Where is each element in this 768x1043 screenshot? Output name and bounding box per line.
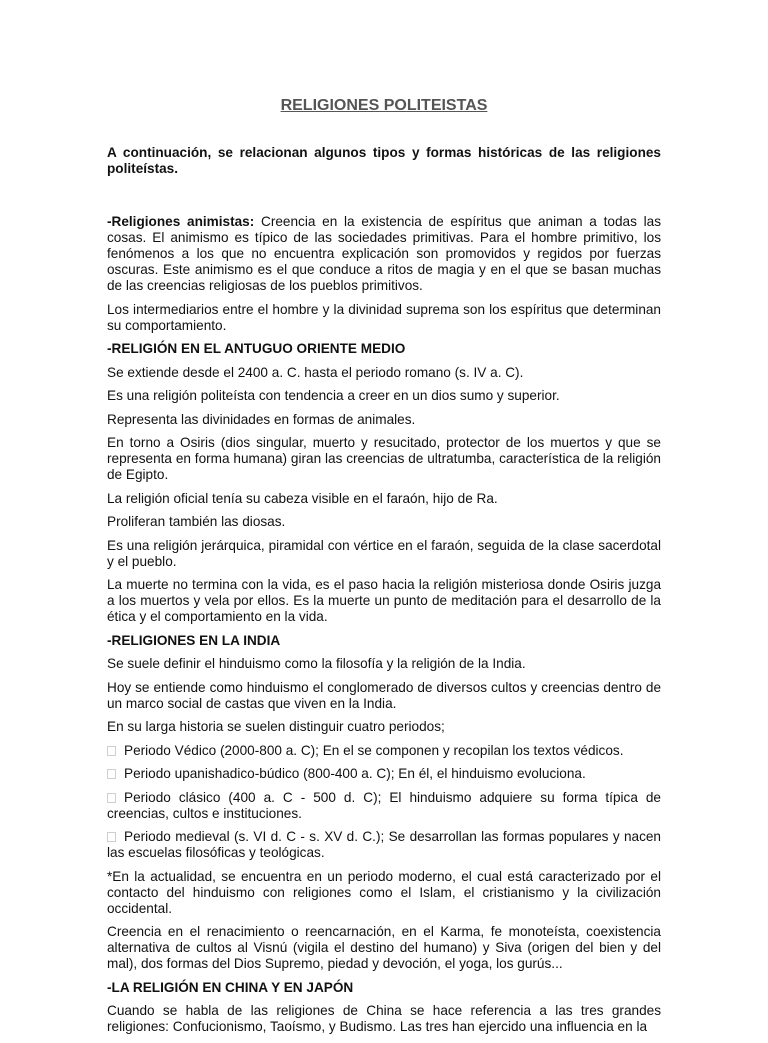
oriente-paragraph: Proliferan también las diosas. (107, 514, 286, 529)
heading-china-japon: -LA RELIGIÓN EN CHINA Y EN JAPÓN (107, 979, 354, 995)
animistas-text: Creencia en la existencia de espíritus que animan a todas las cosas. El animismo es típico de las sociedades primitivas. Para el hombre primitivo, los fenómenos a los que no encuentra explicación son promovidos y regidos por fuerzas oscuras. Este animismo es el que conduce a ritos de magia y en el que se basan muchas de las creencias religiosas de los pueblos primitivos. (107, 214, 661, 293)
india-period-item (107, 743, 661, 759)
india-period-text: Periodo medieval (s. VI d. C - s. XV d. C.); Se desarrollan las formas populares y nacen las escuelas filosóficas y teológicas. (107, 829, 661, 860)
bullet-box-icon (107, 832, 116, 842)
animistas-paragraph-2: Los intermediarios entre el hombre y la divinidad suprema son los espíritus que determinan su comportamiento. (107, 301, 661, 333)
india-period-item (107, 766, 661, 782)
oriente-paragraph: En torno a Osiris (dios singular, muerto y resucitado, protector de los muertos y que se representa en forma humana) giran las creencias de ultratumba, característica de la religión de Egipto. (107, 435, 661, 482)
india-period-text: Periodo Védico (2000-800 a. C); En el se componen y recopilan los textos védicos. (124, 742, 624, 758)
india-period-item (107, 790, 661, 822)
india-paragraph: Se suele definir el hinduismo como la filosofía y la religión de la India. (107, 656, 526, 671)
india-period-text: Periodo upanishadico-búdico (800-400 a. C); En él, el hinduismo evoluciona. (124, 766, 586, 781)
india-after-paragraph: Creencia en el renacimiento o reencarnación, en el Karma, fe monoteísta, coexistencia alternativa de cultos al Visnú (vigila el destino del humano) y Siva (origen del bien y del mal), dos formas del Dios Supremo, piedad y devoción, el yoga, los gurús... (107, 924, 661, 971)
bullet-box-icon (107, 746, 116, 756)
india-period-text: Periodo clásico (400 a. C - 500 d. C); El hinduismo adquiere su forma típica de creencias, cultos e instituciones. (107, 789, 661, 821)
oriente-paragraph: Representa las divinidades en formas de animales. (107, 411, 416, 427)
oriente-paragraph: La religión oficial tenía su cabeza visible en el faraón, hijo de Ra. (107, 490, 498, 506)
document-body (107, 145, 661, 1043)
animistas-paragraph (107, 214, 661, 294)
oriente-paragraph: Es una religión jerárquica, piramidal con vértice en el faraón, seguida de la clase sacerdotal y el pueblo. (107, 537, 661, 569)
oriente-paragraph: Se extiende desde el 2400 a. C. hasta el periodo romano (s. IV a. C). (107, 364, 524, 380)
india-paragraph: En su larga historia se suelen distinguir cuatro periodos; (107, 719, 445, 734)
india-period-item (107, 829, 661, 861)
oriente-paragraph: La muerte no termina con la vida, es el paso hacia la religión misteriosa donde Osiris juzga a los muertos y vela por ellos. Es la muerte un punto de meditación para el desarrollo de la ética y el comportamiento en la vida. (107, 577, 661, 624)
bullet-box-icon (107, 769, 116, 779)
heading-oriente-medio: -RELIGIÓN EN EL ANTUGUO ORIENTE MEDIO (107, 341, 406, 356)
bullet-box-icon (107, 793, 116, 803)
intro-paragraph: A continuación, se relacionan algunos tipos y formas históricas de las religiones politeístas. (107, 145, 661, 176)
oriente-paragraph: Es una religión politeísta con tendencia a creer en un dios sumo y superior. (107, 388, 560, 403)
india-after-paragraph: *En la actualidad, se encuentra en un periodo moderno, el cual está caracterizado por el contacto del hinduismo con religiones como el Islam, el cristianismo y la civilización occidental. (107, 868, 661, 916)
document-title: RELIGIONES POLITEISTAS (280, 97, 488, 114)
india-paragraph: Hoy se entiende como hinduismo el conglomerado de diversos cultos y creencias dentro de un marco social de castas que viven en la India. (107, 679, 661, 711)
heading-india: -RELIGIONES EN LA INDIA (107, 632, 281, 648)
animistas-label: -Religiones animistas: (107, 214, 255, 229)
china-paragraph: Cuando se habla de las religiones de China se hace referencia a las tres grandes religiones: Confucionismo, Taoísmo, y Budismo. Las tres han ejercido una influencia en la (107, 1003, 661, 1034)
